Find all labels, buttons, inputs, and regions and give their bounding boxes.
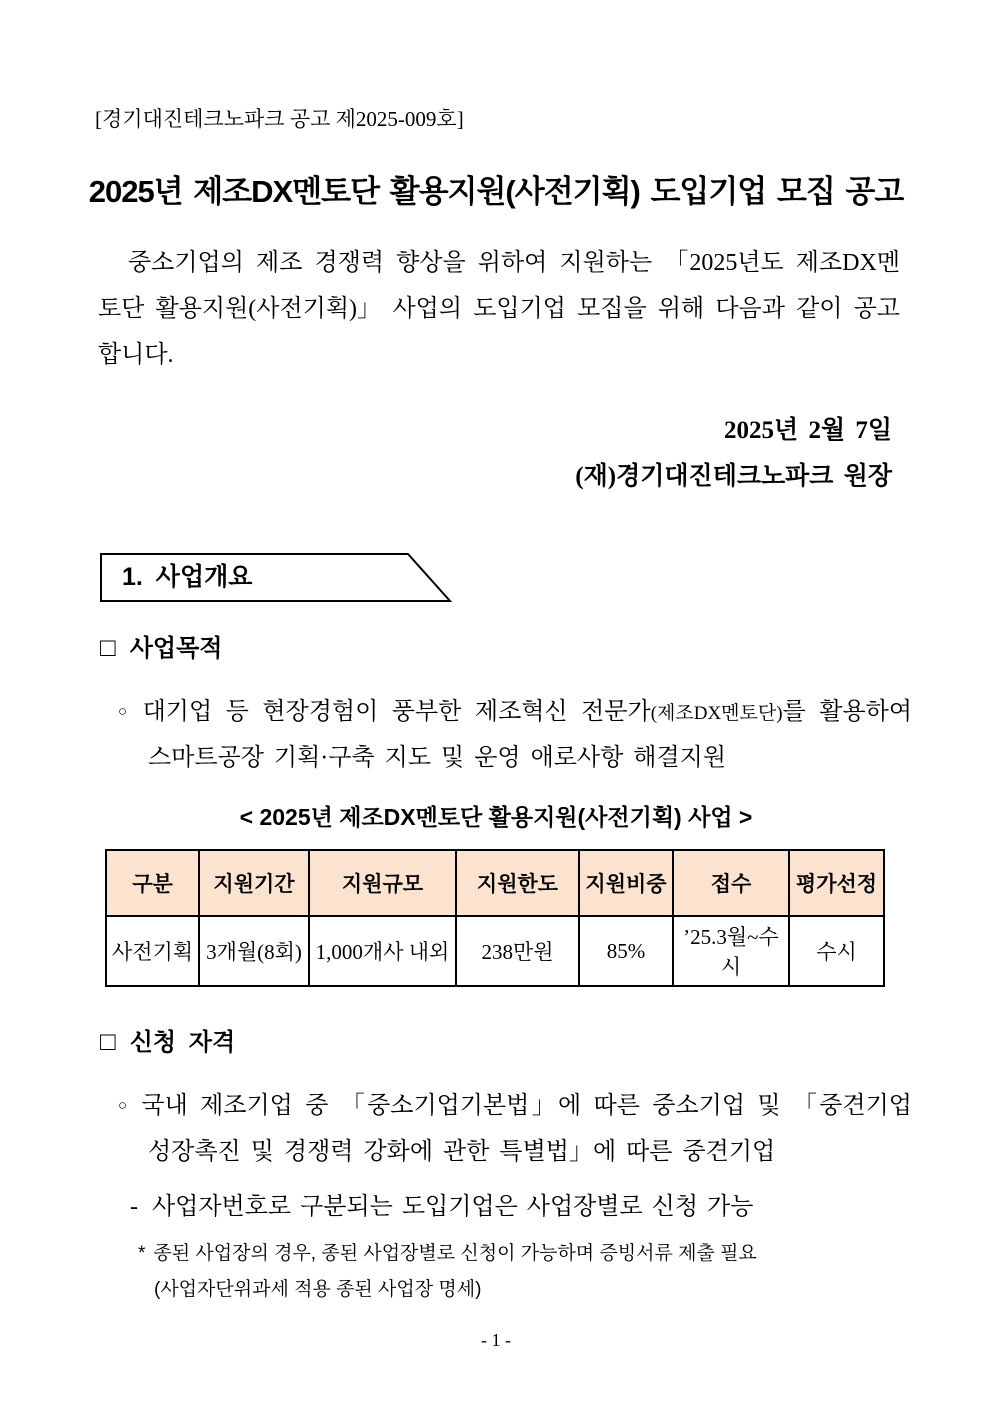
cell-limit: 238만원 [456,916,579,986]
col-header-reception: 접수 [673,850,789,916]
cell-ratio: 85% [579,916,673,986]
col-header-evaluation: 평가선정 [789,850,884,916]
eligibility-dash-text: 사업자번호로 구분되는 도입기업은 사업장별로 신청 가능 [152,1194,754,1220]
cell-reception: ’25.3월~수시 [673,916,789,986]
document-title: 2025년 제조DX멘토단 활용지원(사전기획) 도입기업 모집 공고 [88,174,904,209]
heading-business-purpose [100,628,222,663]
table-caption: < 2025년 제조DX멘토단 활용지원(사전기획) 사업 > [239,804,753,830]
program-overview-table [105,849,885,987]
square-bullet-icon: □ [100,632,116,662]
eligibility-text: 국내 제조기업 중 「중소기업기본법」에 따른 중소기업 및 「중견기업 성장촉진 및 경쟁력 강화에 관한 특별법」에 따른 중견기업 [141,1093,912,1165]
col-header-limit: 지원한도 [456,850,579,916]
page-number: - 1 - [481,1330,511,1350]
eligibility-bullet-paragraph [118,1083,912,1175]
eligibility-note [138,1236,757,1308]
section-banner-label: 1. 사업개요 [122,563,253,591]
eligibility-dash-item [130,1186,753,1221]
notice-number: [경기대진테크노파크 공고 제2025-009호] [95,107,464,131]
dash-bullet-icon: - [130,1194,138,1220]
square-bullet-icon: □ [100,1026,116,1056]
col-header-period: 지원기간 [199,850,309,916]
circle-bullet-icon: ○ [118,1098,130,1114]
cell-scale: 1,000개사 내외 [309,916,456,986]
purpose-text-before: 대기업 등 현장경험이 풍부한 제조혁신 전문가 [142,699,651,725]
cell-period: 3개월(8회) [199,916,309,986]
intro-paragraph: 중소기업의 제조 경쟁력 향상을 위하여 지원하는 「2025년도 제조DX멘토단 활용지원(사전기획)」 사업의 도입기업 모집을 위해 다음과 같이 공고합니다. [98,250,900,368]
asterisk-marker-icon: * [138,1243,146,1264]
date-signature-block [575,408,892,500]
note-line-1 [138,1236,757,1272]
announcement-signer: (재)경기대진테크노파크 원장 [575,463,892,490]
table-header-row [106,850,884,916]
heading-eligibility [100,1022,235,1057]
purpose-bullet-paragraph [118,690,912,781]
heading-eligibility-label: 신청 자격 [129,1029,236,1056]
note-line-2: (사업자단위과세 적용 종된 사업장 명세) [154,1279,482,1300]
heading-business-purpose-label: 사업목적 [129,635,223,662]
cell-category: 사전기획 [106,916,199,986]
col-header-scale: 지원규모 [309,850,456,916]
circle-bullet-icon: ○ [118,704,131,720]
section-banner [100,553,452,603]
cell-evaluation: 수시 [789,916,884,986]
announcement-date: 2025년 2월 7일 [724,417,892,444]
col-header-category: 구분 [106,850,199,916]
table-data-row [106,916,884,986]
purpose-text-small: (제조DX멘토단) [650,703,783,724]
note-line-1-text: 종된 사업장의 경우, 종된 사업장별로 신청이 가능하며 증빙서류 제출 필요 [153,1243,757,1264]
col-header-ratio: 지원비중 [579,850,673,916]
purpose-text-after: 를 활용하여 스마트공장 기획·구축 지도 및 운영 애로사항 해결지원 [148,699,913,771]
